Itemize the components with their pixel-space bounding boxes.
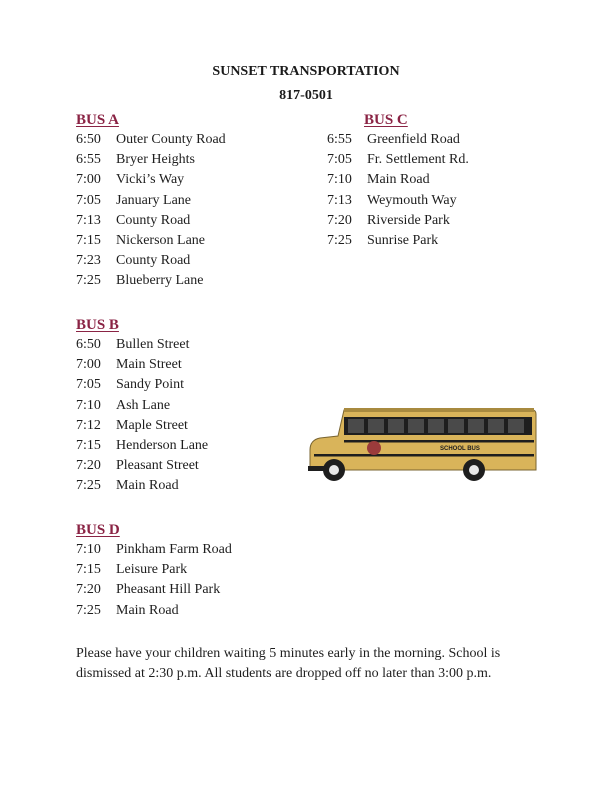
stop-time: 6:50: [76, 132, 101, 147]
stop-time: 6:50: [76, 337, 101, 352]
stop-place: Greenfield Road: [367, 132, 460, 147]
school-bus-icon: [306, 402, 538, 490]
bus-a-schedule: [76, 110, 226, 292]
stop-place: Main Road: [116, 602, 179, 618]
stop-place: Ash Lane: [116, 397, 171, 413]
stop-time: 7:05: [76, 377, 101, 393]
stop-row: [76, 476, 208, 496]
stop-time: 7:25: [76, 602, 101, 618]
stop-place: Vicki’s Way: [116, 172, 185, 188]
stop-time: 7:10: [76, 542, 101, 557]
bus-stop-sign: [367, 441, 381, 455]
stop-row: [76, 436, 208, 456]
stop-row: [327, 231, 469, 251]
stop-row: [76, 191, 226, 211]
bus-rear-wheel: [463, 459, 485, 481]
stop-time: 7:20: [76, 458, 101, 474]
stop-row: [76, 456, 208, 476]
stop-row: [76, 170, 226, 190]
stop-time: 7:05: [327, 152, 352, 168]
stop-place: Pheasant Hill Park: [116, 582, 221, 598]
stop-place: Maple Street: [116, 417, 188, 433]
stop-place: Pinkham Farm Road: [116, 542, 232, 557]
stop-row: [76, 416, 208, 436]
stop-time: 7:25: [76, 478, 101, 494]
stop-row: [76, 355, 208, 375]
stop-place: Fr. Settlement Rd.: [367, 152, 469, 168]
bus-b-stop-list: [76, 335, 208, 497]
stop-row: [76, 335, 208, 355]
stop-row: [76, 150, 226, 170]
stop-place: Main Road: [367, 172, 430, 188]
stop-row: [327, 150, 469, 170]
stop-time: 6:55: [76, 152, 101, 168]
stop-place: Main Road: [116, 478, 179, 494]
stop-row: [76, 130, 226, 150]
bus-d-schedule: [76, 520, 232, 621]
bus-c-stop-list: [327, 130, 469, 251]
stop-place: Henderson Lane: [116, 437, 209, 453]
stop-row: [327, 191, 469, 211]
bus-stripe-lower: [314, 454, 534, 457]
stop-place: Riverside Park: [367, 212, 450, 228]
stop-place: Nickerson Lane: [116, 232, 206, 248]
stop-time: 7:10: [327, 172, 352, 188]
bus-b-heading: BUS B: [76, 317, 119, 333]
stop-place: Weymouth Way: [367, 192, 457, 208]
stop-time: 7:15: [76, 562, 101, 578]
bus-side-text: SCHOOL BUS: [440, 446, 480, 452]
bus-roof: [344, 408, 534, 412]
stop-time: 7:13: [76, 212, 101, 228]
pickup-notice: Please have your children waiting 5 minutes early in the morning. School is dismissed at 2:30 p.m. All students are dropped off no later than 3:00 p.m.: [76, 646, 501, 681]
stop-row: [76, 601, 232, 621]
stop-place: Main Street: [116, 357, 182, 373]
stop-row: [76, 211, 226, 231]
stop-time: 7:20: [76, 582, 101, 598]
stop-time: 7:10: [76, 397, 101, 413]
bus-b-schedule: [76, 315, 208, 497]
stop-row: [76, 580, 232, 600]
stop-row: [76, 560, 232, 580]
stop-time: 7:23: [76, 253, 101, 269]
stop-row: [76, 251, 226, 271]
stop-row: [327, 170, 469, 190]
stop-place: Outer County Road: [116, 132, 226, 147]
stop-time: 6:55: [327, 132, 352, 147]
stop-place: January Lane: [116, 192, 192, 208]
stop-place: Leisure Park: [116, 562, 188, 578]
stop-row: [76, 231, 226, 251]
stop-place: Pleasant Street: [116, 458, 199, 474]
bus-d-heading: BUS D: [76, 522, 120, 538]
stop-row: [327, 130, 469, 150]
stop-row: [76, 375, 208, 395]
phone-number: 817-0501: [279, 88, 333, 103]
stop-place: Sunrise Park: [367, 232, 439, 248]
stop-place: Blueberry Lane: [116, 273, 204, 289]
stop-row: [327, 211, 469, 231]
stop-row: [76, 396, 208, 416]
stop-place: Bryer Heights: [116, 152, 195, 168]
stop-time: 7:15: [76, 232, 101, 248]
stop-time: 7:15: [76, 437, 101, 453]
stop-time: 7:12: [76, 417, 101, 433]
stop-place: County Road: [116, 253, 191, 269]
stop-time: 7:20: [327, 212, 352, 228]
stop-row: [76, 271, 226, 291]
stop-time: 7:13: [327, 192, 352, 208]
stop-place: Bullen Street: [116, 337, 190, 352]
bus-a-heading: BUS A: [76, 112, 119, 128]
stop-place: County Road: [116, 212, 191, 228]
bus-windows: [348, 419, 524, 433]
document-title: SUNSET TRANSPORTATION: [212, 64, 400, 79]
stop-time: 7:05: [76, 192, 101, 208]
stop-time: 7:00: [76, 357, 101, 373]
stop-time: 7:25: [327, 232, 352, 248]
stop-time: 7:25: [76, 273, 101, 289]
stop-row: [76, 540, 232, 560]
bus-front-wheel: [323, 459, 345, 481]
stop-place: Sandy Point: [116, 377, 185, 393]
bus-c-heading: BUS C: [364, 112, 408, 128]
stop-time: 7:00: [76, 172, 101, 188]
bus-a-stop-list: [76, 130, 226, 292]
bus-d-stop-list: [76, 540, 232, 621]
bus-c-schedule: [327, 110, 469, 251]
